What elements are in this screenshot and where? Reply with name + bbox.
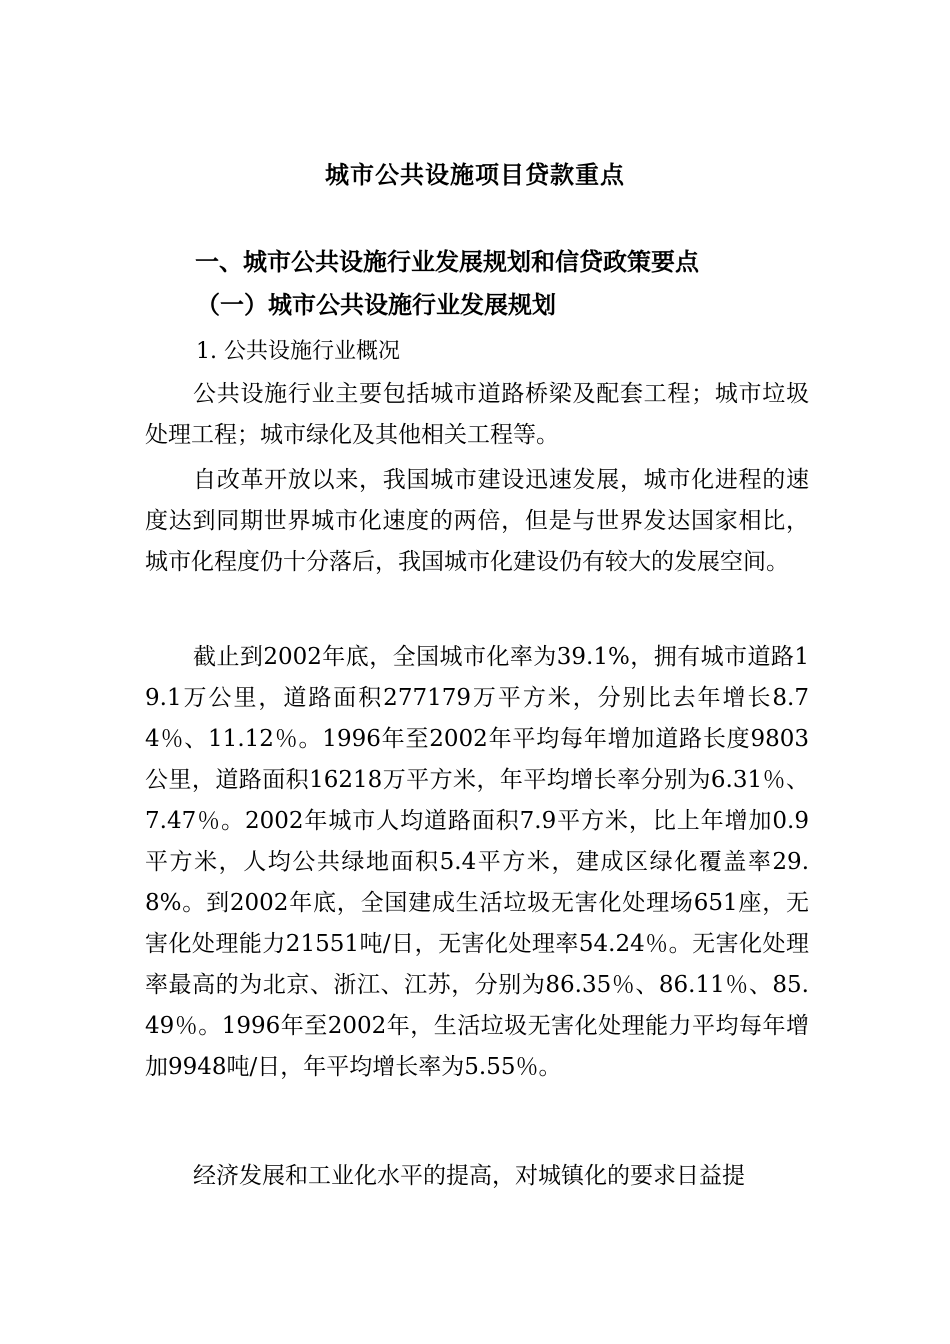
paragraph-economic: 经济发展和工业化水平的提高，对城镇化的要求日益提 [193,1163,745,1189]
document-title: 城市公共设施项目贷款重点 [325,160,625,189]
paragraph-statistics: 截止到2002年底，全国城市化率为39.1%，拥有城市道路19.1万公里，道路面积277179万平方米，分别比去年增长8.74％、11.12％。1996年至2002年平均每年增加道路长度9803公里，道路面积16218万平方米，年平均增长率分别为6.31％、7.47％。2002年城市人均道路面积7.9平方米，比上年增加0.9平方米，人均公共绿地面积5.4平方米，建成区绿化覆盖率29.8%。到2002年底，全国建成生活垃圾无害化处理场651座，无害化处理能力21551吨/日，无害化处理率54.24％。无害化处理率最高的为北京、浙江、江苏，分别为86.35％、86.11％、85.49％。1996年至2002年，生活垃圾无害化处理能力平均每年增加9948吨/日，年平均增长率为5.55％。 [145,644,809,1080]
item-heading: 1. 公共设施行业概况 [196,339,400,364]
paragraph-overview: 公共设施行业主要包括城市道路桥梁及配套工程；城市垃圾处理工程；城市绿化及其他相关工程等。 [145,381,809,448]
subsection-heading: （一）城市公共设施行业发展规划 [196,290,556,319]
section-heading: 一、城市公共设施行业发展规划和信贷政策要点 [195,247,699,276]
paragraph-development: 自改革开放以来，我国城市建设迅速发展，城市化进程的速度达到同期世界城市化速度的两倍，但是与世界发达国家相比，城市化程度仍十分落后，我国城市化建设仍有较大的发展空间。 [145,467,809,575]
